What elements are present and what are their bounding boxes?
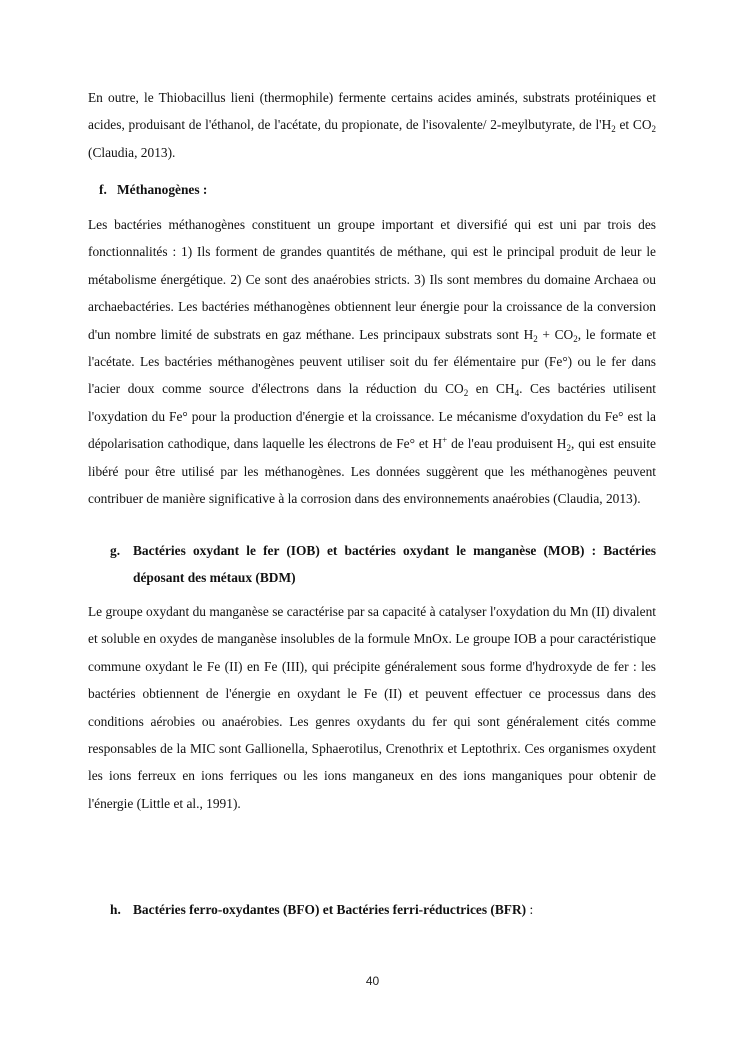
text-run: en CH [468, 381, 515, 397]
subscript: 2 [533, 333, 538, 344]
subscript: 2 [463, 388, 469, 399]
text-run: Les bactéries méthanogènes constituent un groupe important et diversifié qui est uni par trois des fonctionnalités : 1) Ils forment de grandes quantités de méthane, qui est le principal produit de leur le métabolisme énergétique. 2) Ce sont des anaérobies stricts. 3) Ils sont membres du domaine Archaea ou archaebactéries. Les bactéries méthanogènes obtiennent leur énergie pour la croissance de la conversion d'un nombre limité de substrats en gaz méthane. Les principaux substrats sont H [88, 217, 656, 342]
text-run: En outre, le Thiobacillus lieni (thermophile) fermente certains acides aminés, substrats protéiniques et acides, produisant de l'éthanol, de l'acétate, du propionate, de l'isovalente/ 2-meylbutyrate, de l'H [88, 90, 656, 133]
section-heading-f [99, 176, 207, 203]
subscript: 4 [514, 388, 520, 399]
paragraph-methanogenes [88, 211, 656, 512]
section-heading-h [110, 896, 533, 923]
section-title: Bactéries oxydant le fer (IOB) et bactéries oxydant le manganèse (MOB) : Bactéries déposant des métaux (BDM) [133, 543, 656, 586]
subscript: 2 [566, 443, 571, 454]
subscript: 2 [651, 124, 656, 135]
text-run: , qui est ensuite libéré pour être utilisé par les méthanogènes. Les données suggèrent que les méthanogènes peuvent contribuer de manière significative à la corrosion dans des environnements anaérobies (Claudia, 2013). [88, 436, 657, 507]
section-title-trailing: : [526, 902, 534, 917]
section-title-text: Bactéries ferro-oxydantes (BFO) et Bactéries ferri-réductrices (BFR) [133, 902, 527, 917]
subscript: 2 [611, 124, 616, 135]
section-title: Méthanogènes : [117, 182, 208, 197]
text-run: et CO [615, 117, 652, 133]
text-run: . Ces bactéries utilisent l'oxydation du Fe° pour la production d'énergie et la croissance. Le mécanisme d'oxydation du Fe° est la dépolarisation cathodique, dans laquelle les électrons de Fe° et H [88, 381, 657, 452]
page-number: 40 [365, 974, 380, 988]
paragraph-manganese: Le groupe oxydant du manganèse se caractérise par sa capacité à catalyser l'oxydation du Mn (II) divalent et soluble en oxydes de manganèse insolubles de la formule MnOx. Le groupe IOB a pour caractéristique commune oxydant le Fe (II) en Fe (III), qui précipite généralement sous forme d'hydroxyde de fer : les bactéries obtiennent de l'énergie en oxydant le Fe (II) et peuvent effectuer ce processus dans des conditions aérobies ou anaérobies. Les genres oxydants du fer qui sont généralement cités comme responsables de la MIC sont Gallionella, Sphaerotilus, Crenothrix et Leptothrix. Ces organismes oxydent les ions ferreux en ions ferriques ou les ions manganeux en des ions manganiques pour obtenir de l'énergie (Little et al., 1991). [88, 604, 656, 811]
text-run: (Claudia, 2013). [88, 144, 176, 160]
paragraph-thiobacillus [88, 84, 656, 166]
section-title [110, 896, 533, 923]
section-heading-g [110, 537, 656, 592]
section-marker: f. [99, 182, 107, 197]
text-run: de l'eau produisent H [447, 436, 567, 452]
section-marker: g. [110, 543, 121, 558]
subscript: 2 [573, 333, 578, 344]
section-marker: h. [110, 902, 121, 917]
superscript: + [442, 435, 448, 446]
text-run: , le formate et l'acétate. Les bactéries méthanogènes peuvent utiliser soit du fer élémentaire pur (Fe°) ou le fer dans l'acier doux comme source d'électrons dans la réduction du CO [88, 326, 656, 397]
text-run: + CO [537, 326, 574, 342]
